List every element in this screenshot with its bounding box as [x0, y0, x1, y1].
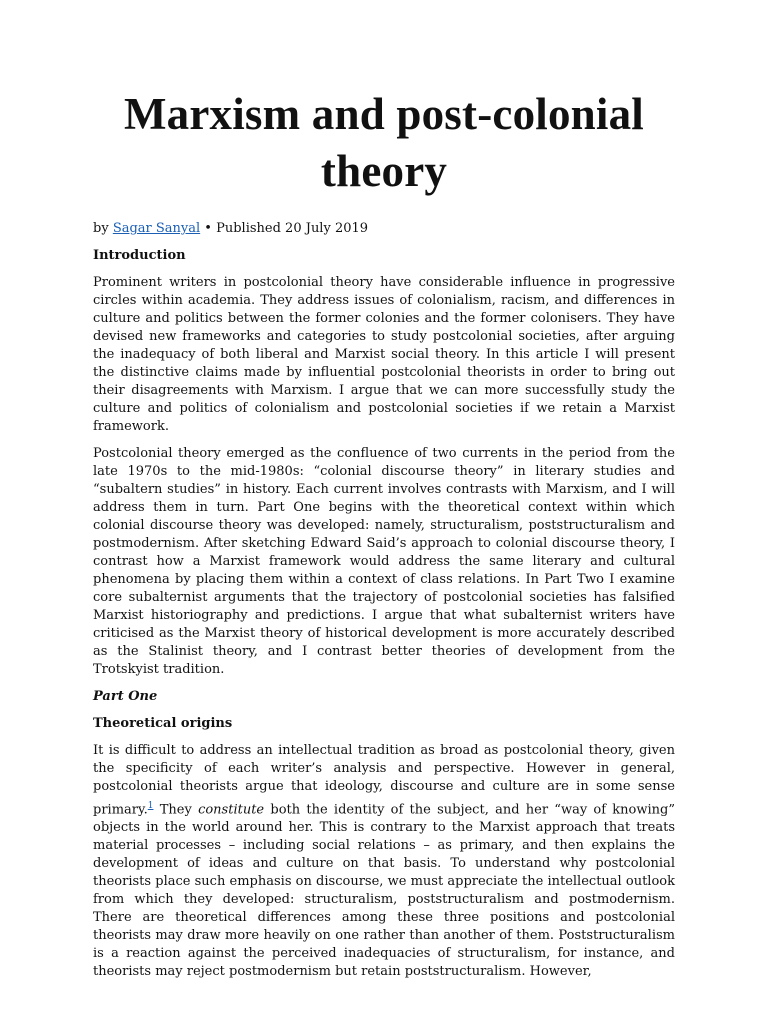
theoretical-origins-heading: Theoretical origins — [93, 716, 233, 731]
origins-text-b: They — [153, 802, 199, 818]
byline-prefix: by — [93, 221, 113, 236]
intro-paragraph-1: Prominent writers in postcolonial theory have considerable influence in progressive circles within academia. They address issues of colonialism, racism, and differences in culture and politics between the former colonies and the former colonisers. They have devised new frameworks and categories to study postcolonial societies, after arguing the inadequacy of both liberal and Marxist social theory. In this article I will present the distinctive claims made by influential postcolonial theorists in order to bring out their disagreements with Marxism. I argue that we can more successfully study the culture and politics of colonialism and postcolonial societies if we retain a Marxist framework. — [93, 275, 675, 434]
introduction-heading: Introduction — [93, 248, 186, 263]
intro-paragraph-2: Postcolonial theory emerged as the confluence of two currents in the period from the late 1970s to the mid-1980s: “colonial discourse theory” in literary studies and “subaltern studies” in history. Each current involves contrasts with Marxism, and I will address them in turn. Part One begins with the theoretical context within which colonial discourse theory was developed: namely, structuralism, poststructuralism and postmodernism. After sketching Edward Said’s approach to colonial discourse theory, I contrast how a Marxist framework would address the same literary and cultural phenomena by placing them within a context of class relations. In Part Two I examine core subalternist arguments that the trajectory of postcolonial societies has falsified Marxist historiography and predictions. I argue that what subalternist writers have criticised as the Marxist theory of historical development is more accurately described as the Stalinist theory, and I contrast better theories of development from the Trotskyist tradition. — [93, 446, 675, 677]
article-page — [93, 0, 675, 990]
emphasis-constitute: constitute — [198, 802, 265, 818]
footnote-link[interactable]: 1 — [147, 801, 154, 811]
part-one-heading: Part One — [93, 689, 158, 704]
author-link[interactable]: Sagar Sanyal — [112, 221, 201, 236]
publish-date: • Published 20 July 2019 — [200, 221, 369, 236]
origins-text-a: It is difficult to address an intellectual tradition as broad as postcolonial theory, given the specificity of each writer’s analysis and perspective. However in general, postcolonial theorists argue that ideology, discourse and culture are in some sense primary. — [93, 743, 675, 818]
origins-text-c: both the identity of the subject, and her “way of knowing” objects in the world around her. This is contrary to the Marxist approach that treats material processes – including social relations – as primary, and then explains the development of ideas and culture on that basis. To understand why postcolonial theorists place such emphasis on discourse, we must appreciate the intellectual outlook from which they developed: structuralism, poststructuralism and postmodernism. There are theoretical differences among these three positions and postcolonial theorists may draw more heavily on one rather than another of them. Poststructuralism is a reaction against the perceived inadequacies of structuralism, for instance, and theorists may reject postmodernism but retain poststructuralism. However, — [93, 802, 675, 980]
byline — [93, 220, 675, 238]
article-title: Marxism and post-colonial theory — [123, 89, 645, 196]
origins-paragraph-1 — [93, 742, 675, 981]
